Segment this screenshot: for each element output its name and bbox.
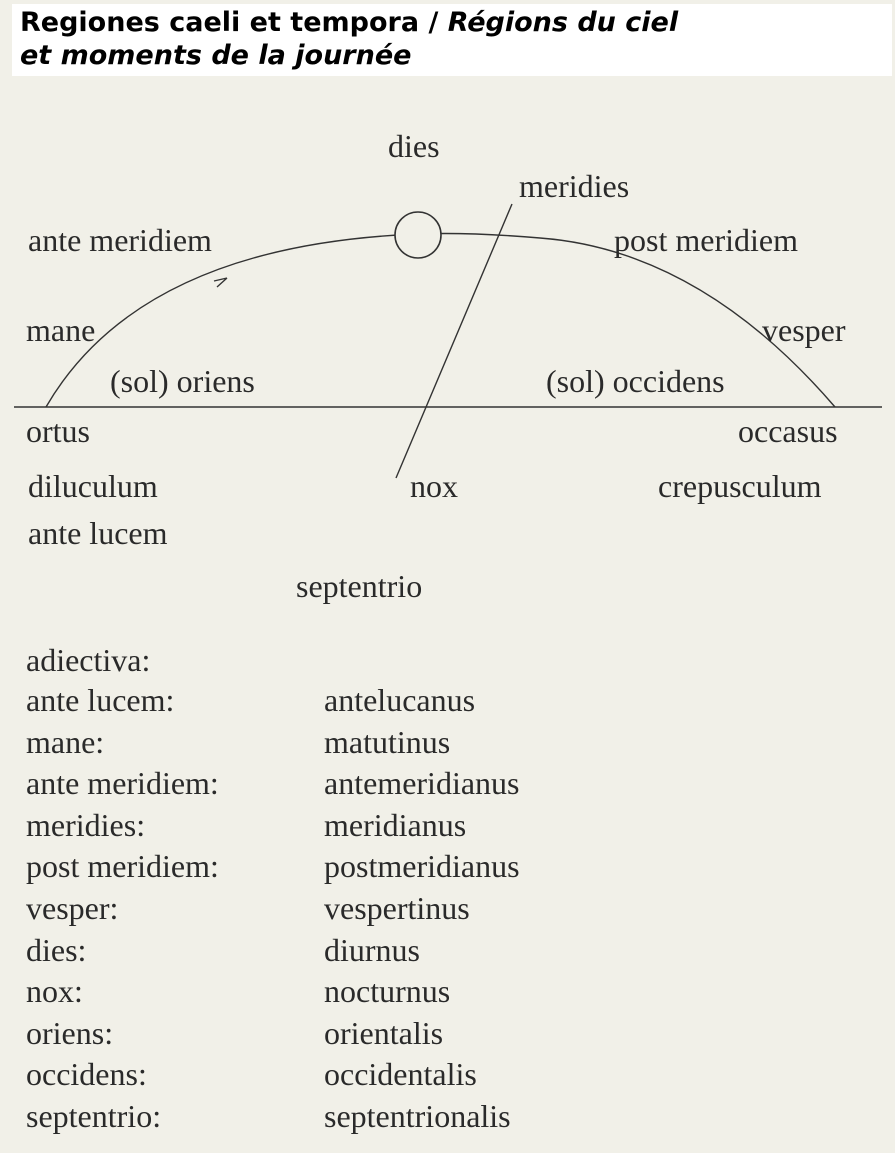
- adjective-term: vesper:: [26, 889, 119, 926]
- adjective-term: post meridiem:: [26, 848, 219, 885]
- sun-icon: [395, 212, 441, 258]
- adjective-value: nocturnus: [324, 973, 451, 1010]
- label-vesper: vesper: [762, 312, 846, 348]
- label-mane: mane: [26, 312, 96, 348]
- adjective-value: antelucanus: [324, 682, 476, 718]
- adjective-value: meridianus: [324, 806, 467, 843]
- label-sol-oriens: (sol) oriens: [110, 363, 255, 399]
- label-ortus: ortus: [26, 413, 90, 449]
- title-separator: /: [419, 7, 448, 38]
- adjective-value: antemeridianus: [324, 765, 520, 802]
- title-french-line2: et moments de la journée: [20, 40, 412, 71]
- adjective-term: nox:: [26, 973, 83, 1010]
- label-ante-lucem: ante lucem: [28, 515, 168, 551]
- adjective-term: ante lucem:: [26, 682, 175, 718]
- adjective-value: orientalis: [324, 1014, 444, 1051]
- adjective-term: mane:: [26, 723, 105, 760]
- adjective-term: occidens:: [26, 1056, 147, 1093]
- title-latin: Regiones caeli et tempora: [20, 7, 420, 38]
- label-occasus: occasus: [738, 413, 838, 449]
- adjective-term: oriens:: [26, 1014, 114, 1051]
- adjective-value: septentrionalis: [324, 1097, 511, 1134]
- adjective-value: diurnus: [324, 931, 420, 968]
- adjectives-heading: adiectiva:: [26, 642, 151, 678]
- label-septentrio: septentrio: [296, 568, 423, 604]
- adjective-value: occidentalis: [324, 1056, 477, 1093]
- adjective-term: septentrio:: [26, 1097, 162, 1134]
- label-diluculum: diluculum: [28, 468, 158, 504]
- adjective-term: ante meridiem:: [26, 765, 219, 802]
- label-dies: dies: [388, 128, 440, 164]
- adjective-value: postmeridianus: [324, 848, 520, 885]
- label-ante-meridiem: ante meridiem: [28, 222, 212, 258]
- direction-arrow-icon: [214, 278, 227, 287]
- adjective-value: vespertinus: [324, 889, 470, 926]
- label-nox: nox: [410, 468, 458, 504]
- label-post-meridiem: post meridiem: [614, 222, 798, 258]
- adjective-term: dies:: [26, 931, 87, 968]
- adjective-value: matutinus: [324, 723, 451, 760]
- adjective-term: meridies:: [26, 806, 146, 843]
- label-crepusculum: crepusculum: [658, 468, 822, 504]
- label-meridies: meridies: [519, 168, 630, 204]
- label-sol-occidens: (sol) occidens: [546, 363, 725, 399]
- title-french-line1: Régions du ciel: [447, 7, 679, 38]
